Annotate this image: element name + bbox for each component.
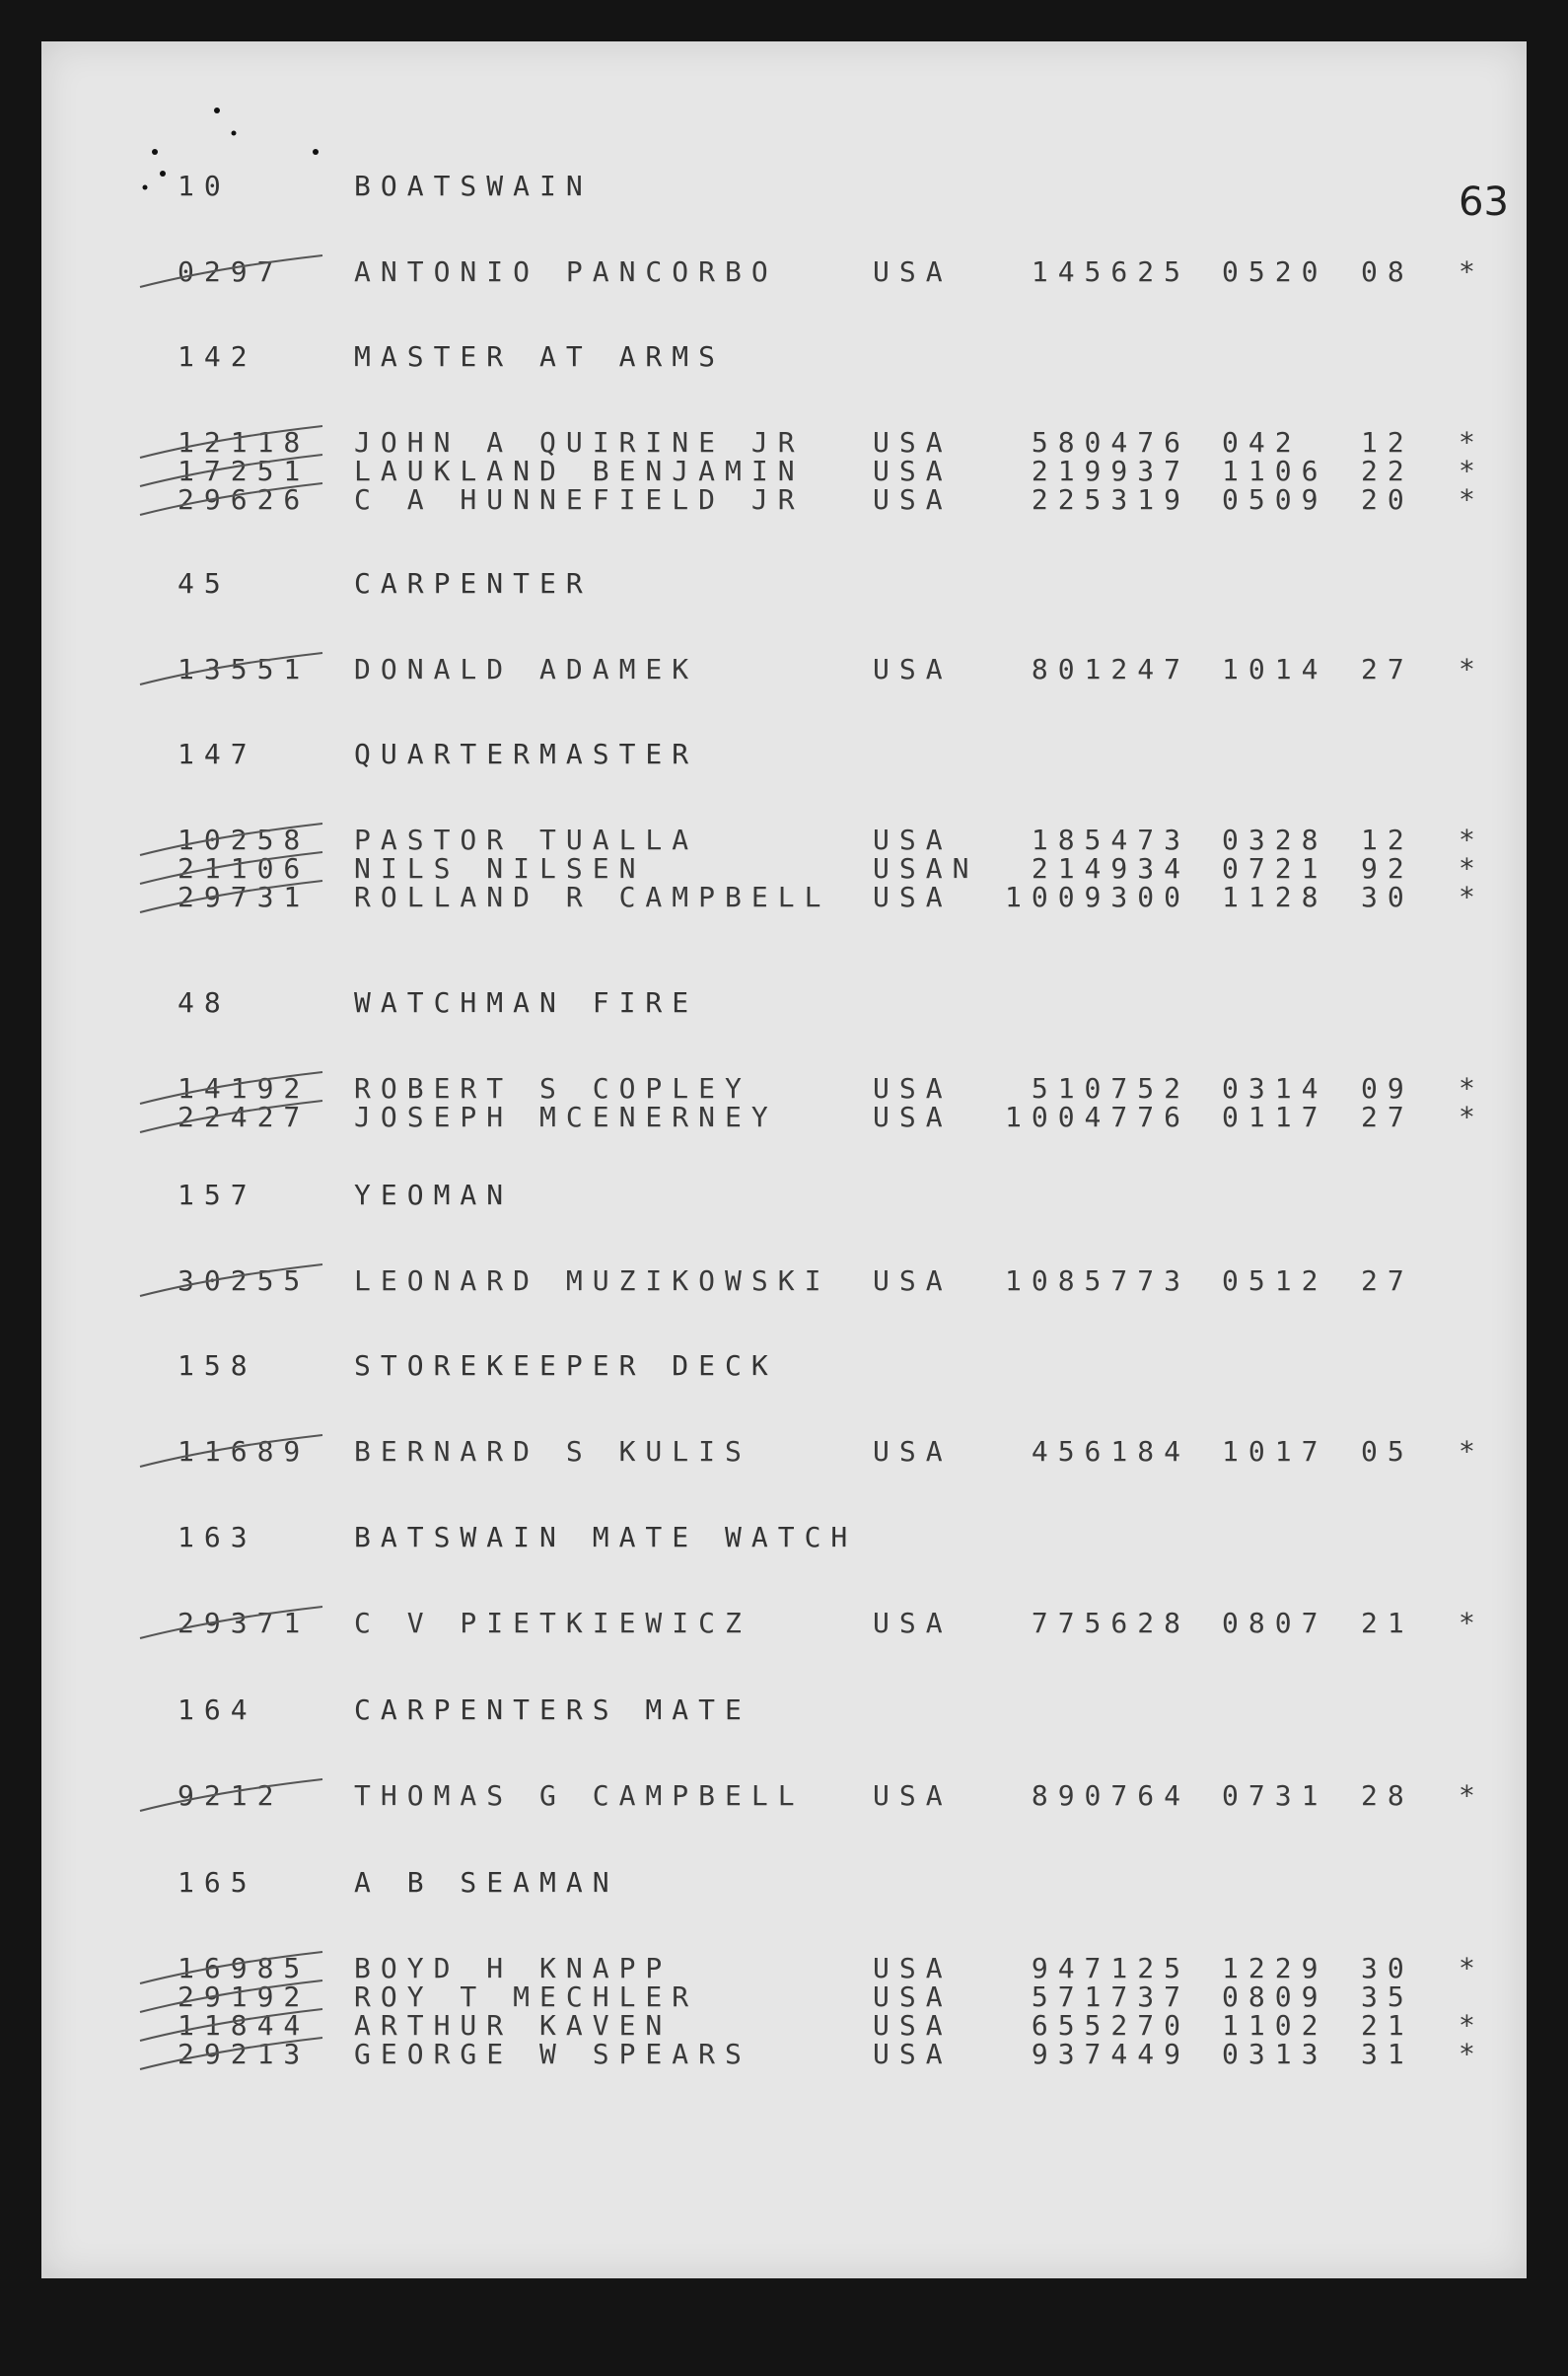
section-code: 165 [178,1866,257,1899]
nationality: USA [873,426,953,459]
asterisk-mark: * [1459,2038,1485,2070]
nationality: USA [873,1952,953,1984]
crew-id: 29731 [178,881,311,913]
book-number: 225319 [1031,483,1190,516]
asterisk-mark: * [1459,2009,1485,2042]
crew-name: GEORGE W SPEARS [354,2038,751,2070]
date-code: 0313 [1222,2038,1328,2070]
nationality: USA [873,2038,953,2070]
date-code: 0731 [1222,1779,1328,1812]
asterisk-mark: * [1459,824,1485,856]
nationality: USA [873,255,953,288]
book-number: 937449 [1031,2038,1190,2070]
section-title: MASTER AT ARMS [354,340,726,373]
book-number: 775628 [1031,1607,1190,1639]
asterisk-mark: * [1459,483,1485,516]
section-code: 48 [178,986,231,1019]
crew-name: DONALD ADAMEK [354,653,699,685]
crew-id: 29371 [178,1607,311,1639]
book-number: 571737 [1031,1980,1190,2013]
nationality: USA [873,653,953,685]
crew-name: C V PIETKIEWICZ [354,1607,751,1639]
book-number: 214934 [1031,852,1190,885]
crew-name: JOSEPH MCENERNEY [354,1101,778,1133]
rate-code: 30 [1361,881,1414,913]
section-code: 45 [178,567,231,600]
book-number: 655270 [1031,2009,1190,2042]
date-code: 042 [1222,426,1302,459]
date-code: 0809 [1222,1980,1328,2013]
crew-name: ROY T MECHLER [354,1980,699,2013]
page-number: 63 [1459,180,1509,225]
book-number: 145625 [1031,255,1190,288]
rate-code: 31 [1361,2038,1414,2070]
crew-name: LAUKLAND BENJAMIN [354,455,805,487]
section-title: YEOMAN [354,1179,514,1211]
section-title: CARPENTERS MATE [354,1693,751,1726]
nationality: USA [873,1980,953,2013]
asterisk-mark: * [1459,1952,1485,1984]
crew-name: ROLLAND R CAMPBELL [354,881,831,913]
rate-code: 12 [1361,426,1414,459]
section-code: 10 [178,170,231,202]
nationality: USA [873,1072,953,1105]
crew-name: ANTONIO PANCORBO [354,255,778,288]
asterisk-mark: * [1459,852,1485,885]
asterisk-mark: * [1459,1072,1485,1105]
nationality: USA [873,2009,953,2042]
section-title: BATSWAIN MATE WATCH [354,1521,858,1553]
rate-code: 22 [1361,455,1414,487]
book-number: 947125 [1031,1952,1190,1984]
date-code: 0721 [1222,852,1328,885]
crew-id: 21106 [178,852,311,885]
crew-name: THOMAS G CAMPBELL [354,1779,805,1812]
section-title: CARPENTER [354,567,593,600]
rate-code: 09 [1361,1072,1414,1105]
rate-code: 20 [1361,483,1414,516]
book-number: 1085773 [1004,1264,1190,1297]
date-code: 0512 [1222,1264,1328,1297]
asterisk-mark: * [1459,1101,1485,1133]
asterisk-mark: * [1459,1607,1485,1639]
crew-id: 13551 [178,653,311,685]
section-code: 147 [178,738,257,770]
nationality: USA [873,1101,953,1133]
book-number: 801247 [1031,653,1190,685]
crew-id: 11689 [178,1435,311,1468]
rate-code: 21 [1361,1607,1414,1639]
crew-id: 29213 [178,2038,311,2070]
asterisk-mark: * [1459,455,1485,487]
asterisk-mark: * [1459,255,1485,288]
date-code: 0509 [1222,483,1328,516]
nationality: USA [873,824,953,856]
book-number: 1009300 [1004,881,1190,913]
crew-name: LEONARD MUZIKOWSKI [354,1264,831,1297]
crew-id: 17251 [178,455,311,487]
crew-id: 10258 [178,824,311,856]
date-code: 1102 [1222,2009,1328,2042]
date-code: 0807 [1222,1607,1328,1639]
date-code: 0328 [1222,824,1328,856]
book-number: 456184 [1031,1435,1190,1468]
nationality: USAN [873,852,979,885]
section-code: 158 [178,1349,257,1382]
date-code: 1128 [1222,881,1328,913]
book-number: 1004776 [1004,1101,1190,1133]
crew-name: PASTOR TUALLA [354,824,699,856]
crew-name: JOHN A QUIRINE JR [354,426,805,459]
nationality: USA [873,881,953,913]
nationality: USA [873,483,953,516]
crew-name: ROBERT S COPLEY [354,1072,751,1105]
section-title: WATCHMAN FIRE [354,986,699,1019]
section-title: A B SEAMAN [354,1866,619,1899]
crew-id: 16985 [178,1952,311,1984]
section-code: 142 [178,340,257,373]
date-code: 0520 [1222,255,1328,288]
crew-id: 29192 [178,1980,311,2013]
crew-id: 12118 [178,426,311,459]
asterisk-mark: * [1459,881,1485,913]
nationality: USA [873,1779,953,1812]
nationality: USA [873,1264,953,1297]
crew-name: BOYD H KNAPP [354,1952,673,1984]
rate-code: 21 [1361,2009,1414,2042]
crew-id: 0297 [178,255,284,288]
book-number: 580476 [1031,426,1190,459]
nationality: USA [873,1607,953,1639]
book-number: 185473 [1031,824,1190,856]
rate-code: 28 [1361,1779,1414,1812]
section-code: 163 [178,1521,257,1553]
crew-name: NILS NILSEN [354,852,646,885]
section-code: 157 [178,1179,257,1211]
crew-id: 30255 [178,1264,311,1297]
date-code: 1017 [1222,1435,1328,1468]
document-page [41,41,1527,2278]
section-title: BOATSWAIN [354,170,593,202]
date-code: 0117 [1222,1101,1328,1133]
asterisk-mark: * [1459,653,1485,685]
section-title: QUARTERMASTER [354,738,699,770]
rate-code: 27 [1361,1101,1414,1133]
book-number: 510752 [1031,1072,1190,1105]
asterisk-mark: * [1459,1435,1485,1468]
date-code: 1014 [1222,653,1328,685]
section-title: STOREKEEPER DECK [354,1349,778,1382]
book-number: 219937 [1031,455,1190,487]
rate-code: 12 [1361,824,1414,856]
date-code: 0314 [1222,1072,1328,1105]
rate-code: 27 [1361,1264,1414,1297]
crew-name: C A HUNNEFIELD JR [354,483,805,516]
rate-code: 35 [1361,1980,1414,2013]
rate-code: 05 [1361,1435,1414,1468]
rate-code: 92 [1361,852,1414,885]
date-code: 1229 [1222,1952,1328,1984]
nationality: USA [873,1435,953,1468]
crew-id: 9212 [178,1779,284,1812]
crew-id: 29626 [178,483,311,516]
asterisk-mark: * [1459,1779,1485,1812]
book-number: 890764 [1031,1779,1190,1812]
section-code: 164 [178,1693,257,1726]
crew-name: ARTHUR KAVEN [354,2009,673,2042]
date-code: 1106 [1222,455,1328,487]
crew-name: BERNARD S KULIS [354,1435,751,1468]
rate-code: 08 [1361,255,1414,288]
rate-code: 27 [1361,653,1414,685]
crew-id: 22427 [178,1101,311,1133]
rate-code: 30 [1361,1952,1414,1984]
asterisk-mark: * [1459,426,1485,459]
crew-id: 14192 [178,1072,311,1105]
nationality: USA [873,455,953,487]
crew-id: 11844 [178,2009,311,2042]
